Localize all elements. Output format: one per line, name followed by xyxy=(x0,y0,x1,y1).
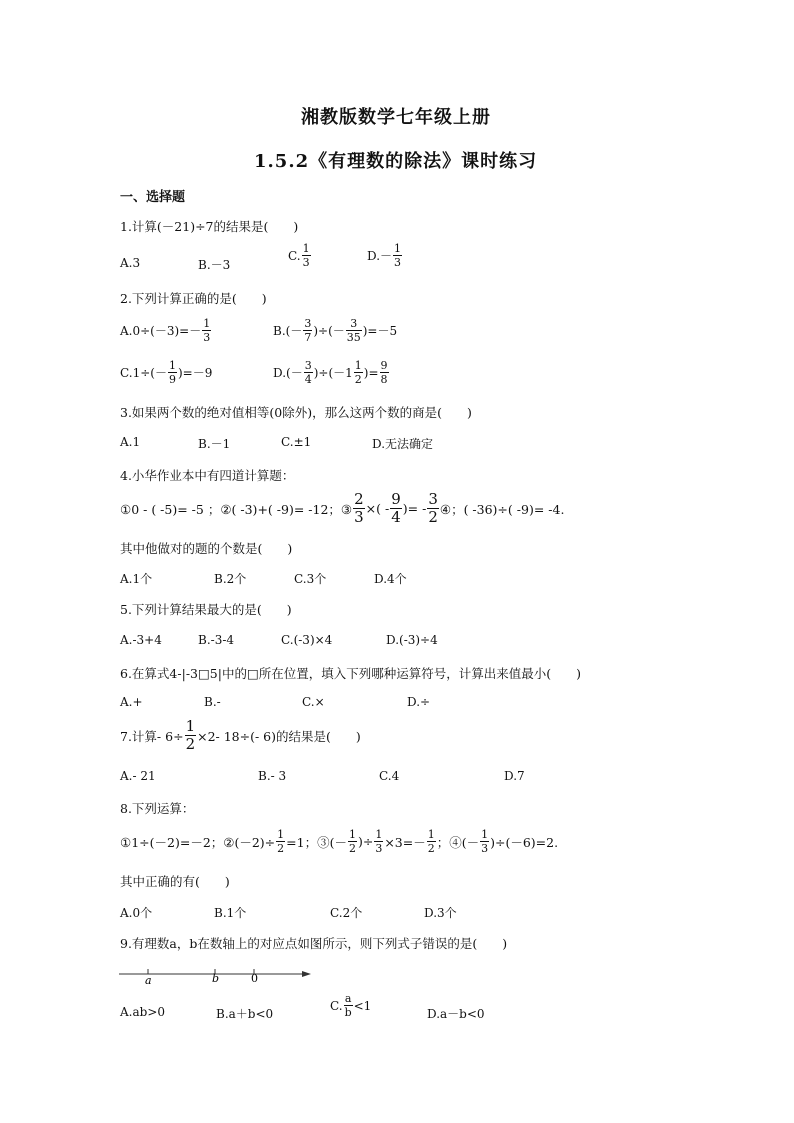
question-1-stem: 1.计算(－21)÷7的结果是( ) xyxy=(120,219,299,234)
doc-title: 湘教版数学七年级上册 xyxy=(301,107,491,128)
q2-option-d: D.(－ $\frac{3}{4}$ )÷(－1 $\frac{1}{2}$ )= $\frac{9}{8}$ xyxy=(273,359,388,386)
q3-option-c: C.±1 xyxy=(281,435,312,449)
q5-option-c: C.(-3)×4 xyxy=(281,633,333,647)
q9-option-b: B.a＋b<0 xyxy=(216,1007,274,1021)
q2-option-c: C.1÷(－ $\frac{1}{9}$ )=－9 xyxy=(120,359,213,386)
label-zero: 0 xyxy=(251,972,258,985)
question-6-stem: 6.在算式4-|-3□5|中的□所在位置，填入下列哪种运算符号，计算出来值最小( ) xyxy=(120,666,582,681)
q6-option-b: B.- xyxy=(204,695,221,709)
q1-option-a: A.3 xyxy=(120,256,141,270)
q7-option-a: A.- 21 xyxy=(120,769,156,783)
q3-option-a: A.1 xyxy=(120,435,141,449)
q3-option-b: B.－1 xyxy=(198,437,231,451)
q6-option-d: D.÷ xyxy=(407,695,431,709)
label-b: b xyxy=(212,972,220,985)
q8-option-c: C.2个 xyxy=(330,906,363,920)
q5-option-a: A.-3+4 xyxy=(120,633,162,647)
q4-expressions: ①0 - ( -5)= -5 ；②( -3)+( -9)= -12；③ $\frac{2}{3}$ ×( - $\frac{9}{4}$ )= - $\frac{3}{2}$ ④；( -36)÷( -9)= -4. xyxy=(120,490,565,526)
doc-subtitle: 1.5.2《有理数的除法》课时练习 xyxy=(254,151,538,172)
q2-option-a: A.0÷(－3)=－ $\frac{1}{3}$ xyxy=(120,317,211,344)
q5-option-d: D.(-3)÷4 xyxy=(386,633,438,647)
q8-option-b: B.1个 xyxy=(214,906,247,920)
question-4-stem: 4.小华作业本中有四道计算题： xyxy=(120,468,295,483)
q4-option-c: C.3个 xyxy=(294,572,327,586)
q8-expressions: ①1÷(－2)=－2；②(－2)÷ $\frac{1}{2}$ =1；③(－ $\frac{1}{2}$ )÷ $\frac{1}{3}$ ×3=－ $\frac{1}{2}$ ；④(－ $\frac{1}{3}$ )÷(－6)=2. xyxy=(120,828,559,855)
q2-option-b: B.(－ $\frac{3}{7}$ )÷(－ $\frac{3}{35}$ )=－5 xyxy=(273,317,398,344)
question-8-stem: 8.下列运算： xyxy=(120,801,195,816)
q5-option-b: B.-3-4 xyxy=(198,633,235,647)
q9-option-d: D.a－b<0 xyxy=(427,1007,485,1021)
question-5-stem: 5.下列计算结果最大的是( ) xyxy=(120,602,292,617)
number-line-arrow xyxy=(302,971,311,977)
q9-option-a: A.ab>0 xyxy=(120,1005,166,1019)
q4-option-a: A.1个 xyxy=(120,572,153,586)
q4-option-d: D.4个 xyxy=(374,572,407,586)
q6-option-a: A.+ xyxy=(120,695,143,709)
q1-option-c: C. $\frac{1}{3}$ xyxy=(288,242,310,269)
q8-option-a: A.0个 xyxy=(120,906,153,920)
q1-option-d: D.－ $\frac{1}{3}$ xyxy=(367,242,402,269)
q7-option-b: B.- 3 xyxy=(258,769,287,783)
question-3-stem: 3.如果两个数的绝对值相等(0除外)，那么这两个数的商是( ) xyxy=(120,405,472,420)
q4-stem-2: 其中他做对的题的个数是( ) xyxy=(120,541,293,556)
q8-option-d: D.3个 xyxy=(424,906,457,920)
q7-option-d: D.7 xyxy=(504,769,525,783)
q9-option-c: C. $\frac{a}{b}$ <1 xyxy=(330,992,372,1019)
q1-option-b: B.－3 xyxy=(198,258,231,272)
question-2-stem: 2.下列计算正确的是( ) xyxy=(120,291,267,306)
section-heading: 一、选择题 xyxy=(120,190,186,205)
q7-option-c: C.4 xyxy=(379,769,400,783)
label-a: a xyxy=(145,974,152,986)
number-line-figure xyxy=(115,962,320,986)
q8-stem-2: 其中正确的有( ) xyxy=(120,874,230,889)
q6-option-c: C.× xyxy=(302,695,325,709)
question-9-stem: 9.有理数a，b在数轴上的对应点如图所示，则下列式子错误的是( ) xyxy=(120,936,508,951)
q3-option-d: D.无法确定 xyxy=(372,437,434,451)
q4-option-b: B.2个 xyxy=(214,572,247,586)
question-7-stem: 7.计算- 6÷ $\frac{1}{2}$ ×2- 18÷(- 6)的结果是( ) xyxy=(120,717,361,753)
